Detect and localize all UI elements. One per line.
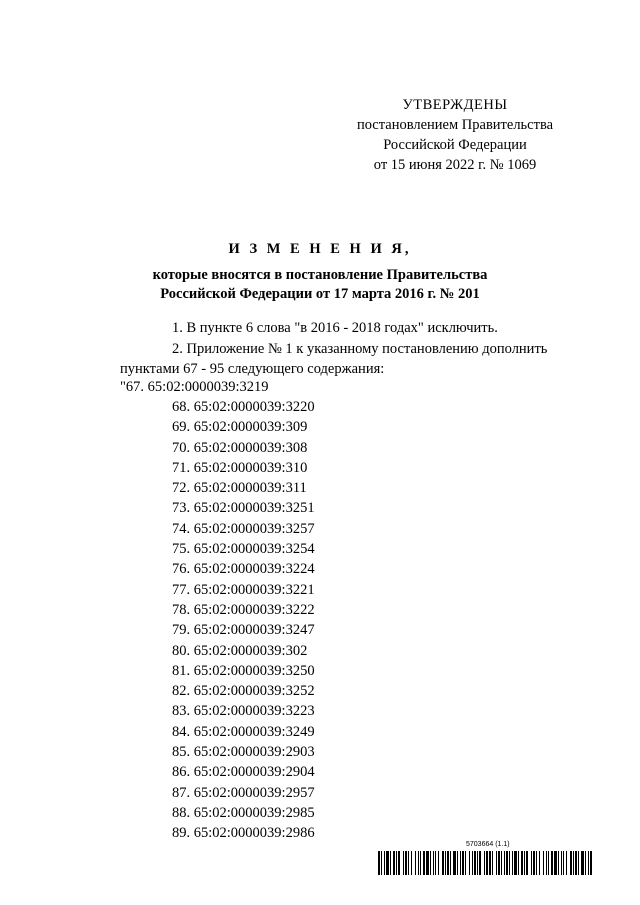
subtitle-line-2: Российской Федерации от 17 марта 2016 г. № 201	[160, 286, 480, 302]
list-item: 77. 65:02:0000039:3221	[172, 581, 315, 598]
list-item: 71. 65:02:0000039:310	[172, 459, 308, 476]
list-item: 69. 65:02:0000039:309	[172, 419, 308, 436]
list-item: 76. 65:02:0000039:3224	[172, 561, 315, 578]
list-item: 80. 65:02:0000039:302	[172, 642, 308, 659]
list-item: 75. 65:02:0000039:3254	[172, 541, 315, 558]
cadastral-list	[172, 397, 315, 844]
approval-line-3: от 15 июня 2022 г. № 1069	[373, 157, 537, 173]
document-subtitle	[0, 266, 640, 304]
barcode-number: 5703664 (1.1)	[466, 841, 510, 848]
list-item: 72. 65:02:0000039:311	[172, 480, 307, 497]
list-item: 86. 65:02:0000039:2904	[172, 764, 315, 781]
approval-block	[330, 95, 580, 175]
approval-line-1: постановлением Правительства	[356, 117, 554, 133]
paragraph-2: 2. Приложение № 1 к указанному постановлению дополнить	[172, 341, 548, 357]
paragraph-1: 1. В пункте 6 слова "в 2016 - 2018 годах" исключить.	[172, 320, 498, 336]
list-item: 79. 65:02:0000039:3247	[172, 622, 315, 639]
paragraph-2-continuation: пунктами 67 - 95 следующего содержания:	[120, 361, 385, 377]
document-title: И З М Е Н Е Н И Я,	[228, 241, 412, 257]
list-item: 82. 65:02:0000039:3252	[172, 683, 315, 700]
list-item: 84. 65:02:0000039:3249	[172, 723, 315, 740]
barcode-icon	[378, 851, 593, 875]
approval-heading: УТВЕРЖДЕНЫ	[402, 97, 508, 113]
approval-line-2: Российской Федерации	[383, 137, 527, 153]
list-item: 74. 65:02:0000039:3257	[172, 520, 315, 537]
list-item: 88. 65:02:0000039:2985	[172, 804, 315, 821]
list-item: 68. 65:02:0000039:3220	[172, 399, 315, 415]
list-item: 89. 65:02:0000039:2986	[172, 825, 315, 842]
list-item: 81. 65:02:0000039:3250	[172, 662, 315, 679]
list-item: 83. 65:02:0000039:3223	[172, 703, 315, 720]
list-item: 70. 65:02:0000039:308	[172, 439, 308, 456]
list-item-first: "67. 65:02:0000039:3219	[120, 379, 269, 395]
list-item: 85. 65:02:0000039:2903	[172, 744, 315, 761]
list-item: 73. 65:02:0000039:3251	[172, 500, 315, 517]
list-item: 78. 65:02:0000039:3222	[172, 601, 315, 618]
subtitle-line-1: которые вносятся в постановление Правительства	[152, 267, 488, 283]
list-item: 87. 65:02:0000039:2957	[172, 784, 315, 801]
